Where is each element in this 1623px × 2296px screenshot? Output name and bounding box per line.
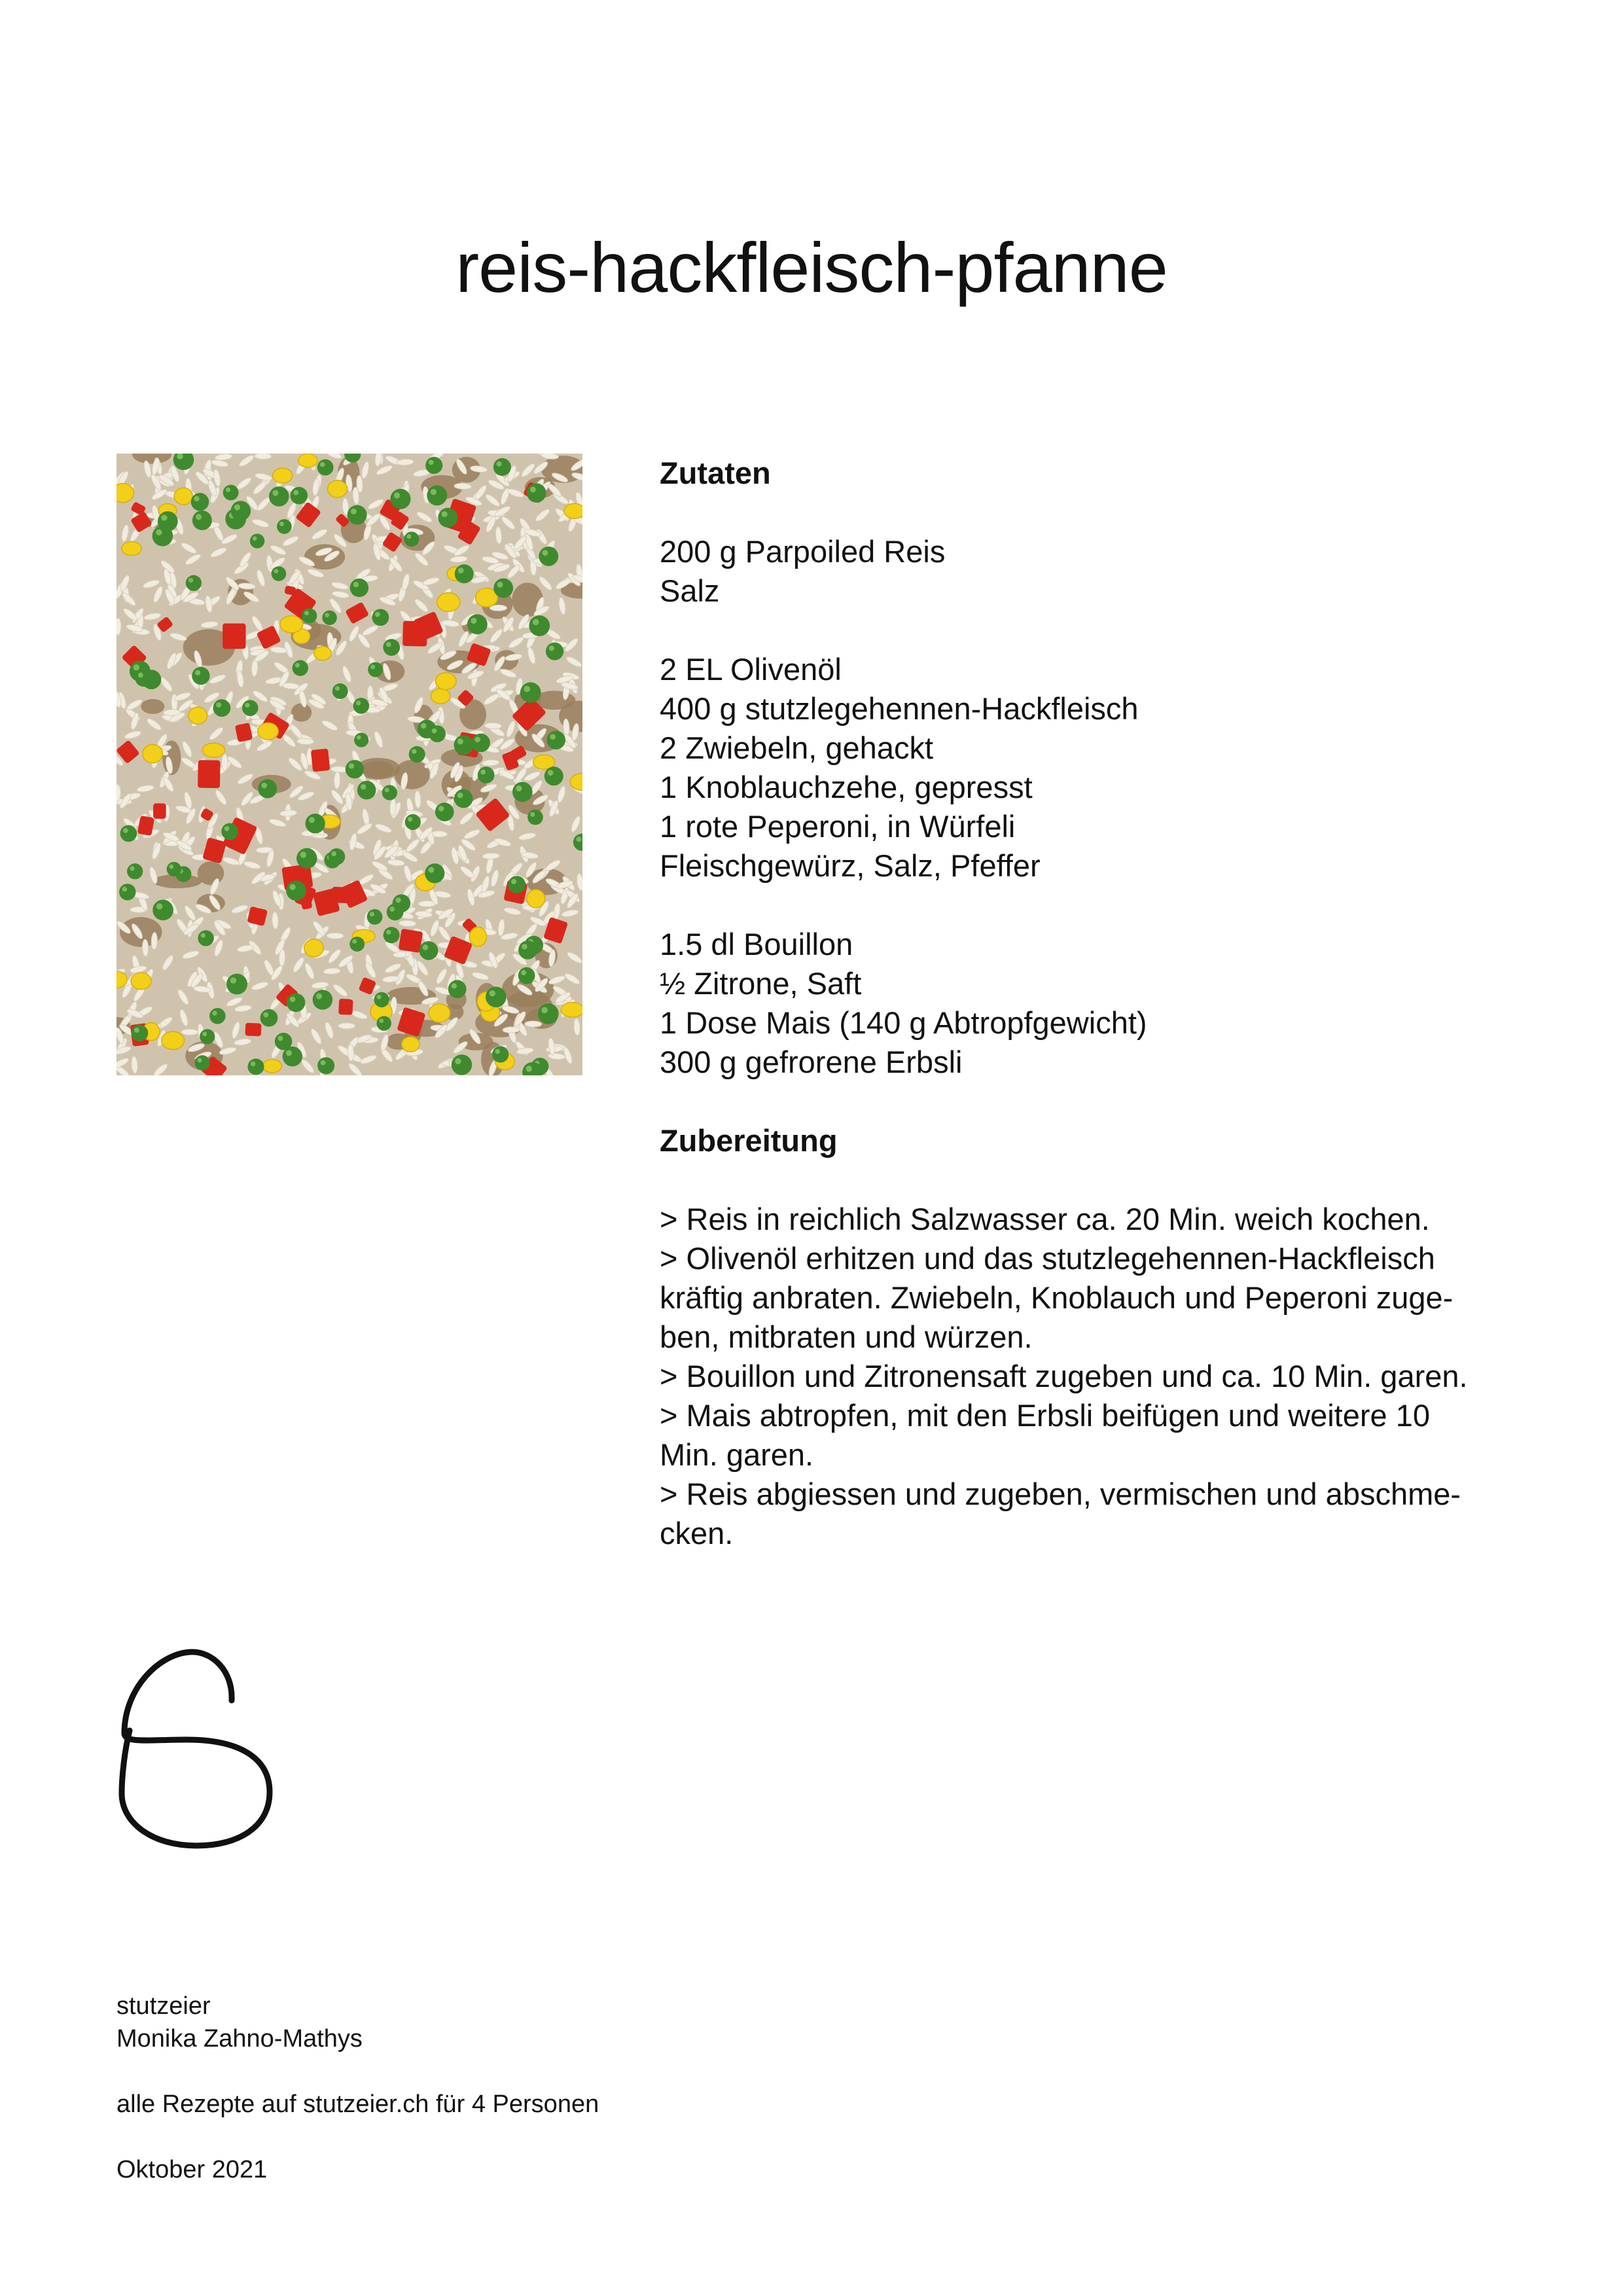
pea (493, 458, 511, 476)
pea (357, 781, 376, 800)
pea (527, 810, 543, 825)
preparation-line: > Bouillon und Zitronensaft zugeben und ca. 10 Min. garen. (660, 1359, 1468, 1393)
pea (448, 980, 467, 998)
pepper-piece (399, 929, 423, 953)
pea (455, 564, 474, 583)
pea (329, 848, 345, 865)
pea (478, 766, 495, 783)
ingredient-item: 1 Knoblauchzehe, gepresst (660, 770, 1033, 804)
pea-highlight (263, 1013, 268, 1018)
pea-highlight (530, 812, 535, 817)
pea (198, 930, 213, 946)
pea (286, 880, 306, 901)
pea-highlight (156, 529, 162, 535)
pea (520, 682, 541, 703)
rice-grain (181, 1029, 198, 1035)
pea (195, 1055, 210, 1070)
pea-highlight (198, 1058, 202, 1062)
rice-grain (116, 785, 120, 802)
pea (493, 579, 513, 598)
pea-highlight (386, 642, 391, 647)
pea (350, 579, 368, 597)
pea (409, 746, 425, 762)
pea (258, 780, 277, 798)
pea-highlight (335, 686, 340, 691)
recipes-note: alle Rezepte auf stutzeier.ch für 4 Personen (116, 2090, 599, 2118)
publication-date: Oktober 2021 (116, 2156, 268, 2183)
pea-highlight (533, 619, 539, 626)
pea (546, 643, 563, 660)
ingredient-item: 1 Dose Mais (140 g Abtropfgewicht) (660, 1005, 1147, 1040)
pea-highlight (123, 828, 128, 833)
pea (425, 863, 444, 883)
pea (539, 547, 558, 566)
footer (116, 1990, 599, 2186)
pea-highlight (130, 866, 134, 870)
pea (306, 814, 325, 833)
pea-highlight (321, 1060, 326, 1066)
pea (296, 848, 317, 869)
corn-kernel (131, 973, 151, 990)
pea-highlight (253, 536, 257, 541)
pea (508, 876, 526, 893)
preparation-line: cken. (660, 1516, 734, 1551)
pea-highlight (386, 930, 391, 935)
pea (454, 789, 473, 808)
pea-highlight (497, 461, 502, 467)
pea (322, 611, 336, 625)
ingredient-item: 2 EL Olivenöl (660, 652, 842, 687)
recipe-content (660, 454, 1524, 1553)
pea (348, 505, 367, 525)
pea-highlight (261, 783, 267, 789)
pea-highlight (379, 1018, 383, 1023)
dish-photo (116, 454, 582, 1075)
rice-grain (222, 754, 228, 771)
pea (425, 457, 442, 474)
pea-highlight (471, 618, 476, 624)
rice-grain (116, 618, 121, 635)
pea-highlight (188, 578, 193, 583)
pea-highlight (122, 887, 128, 892)
pea (213, 699, 231, 717)
pea (376, 1016, 391, 1030)
rice-grain (142, 939, 149, 956)
pepper-piece (153, 803, 166, 819)
pea-highlight (356, 700, 361, 705)
pea (332, 683, 348, 699)
corn-kernel (116, 484, 134, 503)
pea (372, 609, 389, 626)
brand-name: stutzeier (116, 1992, 211, 2020)
pea-highlight (316, 994, 322, 999)
pea (471, 734, 490, 752)
corn-kernel (402, 1037, 419, 1052)
corn-kernel (143, 744, 163, 762)
pea-highlight (408, 817, 412, 821)
pepper-piece (223, 624, 245, 649)
pea-highlight (526, 1066, 532, 1071)
corn-kernel (298, 454, 317, 467)
stutzeier-logo-icon (115, 1647, 276, 1851)
pea-highlight (549, 645, 554, 651)
pepper-piece (245, 1023, 261, 1037)
ingredient-item: Salz (660, 573, 720, 608)
pea (260, 1009, 278, 1027)
pea-highlight (234, 505, 240, 511)
corn-kernel (273, 468, 293, 483)
pea-highlight (457, 738, 463, 744)
pea (438, 508, 457, 528)
pea (518, 967, 535, 984)
pea-highlight (361, 784, 366, 790)
pea-highlight (412, 749, 417, 754)
ingredients-heading: Zutaten (660, 456, 771, 490)
pea (544, 766, 563, 785)
pea-highlight (428, 867, 434, 872)
preparation-steps (660, 1200, 1524, 1553)
pea (269, 486, 289, 507)
pea-highlight (300, 852, 306, 857)
pea (529, 615, 550, 636)
meat-crumb (141, 699, 164, 714)
pea (404, 531, 419, 547)
pea-highlight (458, 567, 464, 573)
corn-kernel (564, 503, 582, 518)
pea-highlight (293, 490, 298, 495)
pea (435, 802, 454, 821)
corn-kernel (429, 1004, 450, 1022)
pea (247, 1058, 264, 1075)
pea (353, 698, 369, 713)
pea-highlight (245, 703, 249, 708)
pea-highlight (490, 990, 495, 996)
pea-highlight (272, 490, 278, 496)
corn-kernel (431, 689, 450, 704)
pea-highlight (548, 770, 554, 776)
pea (454, 735, 474, 755)
meat-crumb (291, 703, 312, 721)
pea (167, 862, 181, 876)
pea (120, 825, 137, 842)
pea-highlight (524, 686, 529, 692)
pea (242, 700, 259, 716)
ingredient-item: 1.5 dl Bouillon (660, 927, 853, 961)
pea (192, 667, 209, 685)
pea-highlight (309, 817, 315, 823)
pea-highlight (320, 462, 325, 467)
pea-highlight (442, 511, 448, 517)
pea (382, 785, 397, 800)
pea-highlight (541, 1007, 548, 1014)
ingredient-item: 200 g Parpoiled Reis (660, 534, 946, 569)
corn-kernel (202, 743, 224, 757)
pea (349, 937, 365, 952)
ingredient-item: 300 g gefrorene Erbsli (660, 1045, 963, 1079)
pea-highlight (495, 1049, 500, 1054)
pea-highlight (325, 613, 329, 618)
pea-highlight (395, 897, 401, 903)
pea-highlight (521, 970, 526, 975)
corn-kernel (328, 480, 348, 497)
pea-highlight (349, 763, 355, 769)
pea (226, 974, 247, 995)
pea-highlight (452, 983, 457, 988)
pea-highlight (457, 793, 463, 798)
pea-highlight (530, 487, 536, 493)
ingredient-item: ½ Zitrone, Saft (660, 966, 862, 1001)
preparation-line: kräftig anbraten. Zwiebeln, Knoblauch und Peperoni zuge- (660, 1280, 1454, 1315)
pea-highlight (274, 569, 279, 573)
pea (209, 1008, 226, 1024)
ingredient-group-2 (660, 650, 1524, 886)
rice-grain (338, 1023, 355, 1029)
pea-highlight (156, 903, 162, 909)
pea (250, 533, 264, 548)
pea-highlight (576, 836, 581, 842)
corn-kernel (561, 1003, 582, 1018)
pea (152, 900, 173, 921)
pea-highlight (351, 509, 357, 514)
page-title: reis-hackfleisch-pfanne (455, 228, 1168, 307)
pea (275, 1033, 293, 1050)
pea (272, 566, 287, 581)
pea-highlight (543, 550, 548, 556)
pea (383, 639, 400, 656)
pea-highlight (304, 611, 309, 615)
pepper-piece (338, 999, 353, 1015)
pea (127, 863, 143, 879)
pea (158, 511, 178, 531)
preparation-line: > Reis in reichlich Salzwasser ca. 20 Min. weich kochen. (660, 1202, 1430, 1236)
pea (186, 575, 202, 591)
pea (492, 1046, 508, 1062)
pea (367, 909, 383, 925)
pea (132, 1025, 149, 1042)
pea (518, 941, 537, 960)
pea-highlight (423, 944, 429, 950)
preparation-line: > Olivenöl erhitzen und das stutzlegehennen-Hackfleisch (660, 1241, 1435, 1276)
pea-highlight (331, 852, 336, 857)
pea (527, 483, 546, 503)
pea-highlight (196, 514, 202, 520)
ingredient-group-1 (660, 532, 1524, 611)
pea (192, 511, 212, 530)
pea (302, 608, 317, 623)
pea-highlight (277, 1035, 283, 1041)
pea-highlight (295, 663, 300, 668)
rice-dish-image (116, 454, 582, 1075)
pea (512, 782, 533, 802)
pea-highlight (226, 488, 230, 492)
pea (291, 487, 308, 505)
rice-grain (525, 1021, 542, 1027)
meat-crumb (395, 760, 430, 789)
pea (200, 1029, 215, 1044)
pepper-piece (311, 749, 330, 772)
pea-highlight (377, 995, 382, 999)
ingredient-item: 400 g stutzlegehennen-Hackfleisch (660, 691, 1139, 726)
pea-highlight (480, 770, 486, 775)
pea-highlight (438, 806, 444, 812)
pea-highlight (474, 737, 480, 743)
corn-kernel (280, 616, 303, 633)
pea (374, 992, 389, 1007)
pea-highlight (375, 612, 380, 617)
corn-kernel (188, 707, 207, 724)
meat-crumb (198, 861, 224, 885)
pea-highlight (550, 734, 556, 740)
pea-highlight (429, 460, 434, 465)
pea (231, 501, 251, 520)
preparation-line: ben, mitbraten und würzen. (660, 1319, 1033, 1354)
pea-highlight (230, 977, 237, 984)
pea (387, 904, 404, 921)
pea-highlight (201, 933, 205, 938)
pea (368, 662, 383, 677)
pea (287, 994, 306, 1013)
ingredient-group-3 (660, 925, 1524, 1082)
pea (221, 823, 238, 840)
corn-kernel (437, 593, 459, 612)
corn-kernel (314, 647, 332, 660)
pea-highlight (169, 865, 174, 869)
rice-grain (255, 454, 272, 459)
pea-highlight (353, 582, 359, 588)
pea-highlight (352, 939, 357, 944)
pea-highlight (138, 673, 143, 678)
pea (223, 485, 239, 501)
pea (317, 459, 334, 476)
pea (405, 814, 421, 830)
pea-highlight (202, 1031, 207, 1036)
pea-highlight (370, 912, 374, 916)
pea-highlight (357, 735, 361, 740)
pea-highlight (134, 1028, 139, 1033)
corn-kernel (527, 889, 545, 908)
rice-grain (327, 933, 344, 939)
pea-highlight (522, 944, 527, 950)
pea (191, 493, 209, 511)
pea-highlight (279, 522, 284, 526)
pepper-piece (198, 760, 221, 788)
pea (135, 670, 152, 687)
rice-grain (164, 709, 181, 716)
pea (390, 489, 410, 509)
pea-highlight (516, 785, 522, 791)
pea (452, 1054, 472, 1075)
author-name: Monika Zahno-Mathys (116, 2025, 363, 2053)
corn-kernel (122, 542, 141, 556)
pea (467, 614, 488, 634)
corn-kernel (304, 939, 323, 957)
pea-highlight (290, 884, 296, 890)
pea-highlight (195, 670, 200, 675)
pea (538, 1003, 559, 1024)
pea-highlight (431, 489, 437, 495)
pea-highlight (216, 702, 221, 708)
pea-highlight (224, 826, 230, 831)
pea (427, 486, 447, 506)
pea (346, 760, 364, 778)
pea-highlight (432, 728, 437, 734)
rice-grain (503, 1027, 520, 1033)
corn-kernel (258, 723, 278, 740)
pea (119, 884, 135, 900)
pea-highlight (497, 582, 503, 588)
pea-highlight (134, 664, 140, 671)
pea (317, 1057, 334, 1074)
preparation-line: > Mais abtropfen, mit den Erbsli beifügen und weitere 10 (660, 1398, 1430, 1433)
pea (429, 725, 446, 742)
pea (486, 987, 507, 1008)
pea-highlight (212, 1011, 217, 1015)
preparation-heading: Zubereitung (660, 1123, 838, 1158)
corn-kernel (435, 673, 456, 690)
pea (546, 730, 565, 749)
pea-highlight (394, 492, 400, 498)
pea-highlight (286, 1050, 292, 1056)
corn-kernel (469, 927, 486, 946)
pea (293, 660, 308, 676)
pea-highlight (389, 906, 395, 912)
pea-highlight (251, 1062, 256, 1067)
ingredient-item: 1 rote Peperoni, in Würfeli (660, 809, 1016, 844)
pea-highlight (161, 514, 167, 520)
preparation-line: > Reis abgiessen und zugeben, vermischen und abschme- (660, 1477, 1461, 1511)
rice-grain (297, 738, 314, 745)
pea (419, 941, 438, 960)
corn-kernel (262, 1060, 282, 1073)
pea (383, 927, 400, 943)
pea-highlight (421, 723, 427, 729)
pea-highlight (455, 1058, 461, 1064)
pea-highlight (385, 787, 389, 792)
pea-highlight (406, 534, 411, 539)
pea (277, 519, 292, 534)
pea-highlight (194, 496, 200, 501)
pea-highlight (290, 997, 296, 1003)
ingredient-item: 2 Zwiebeln, gehackt (660, 730, 934, 765)
pea (354, 733, 368, 747)
corn-kernel (162, 1031, 185, 1050)
ingredient-item: Fleischgewürz, Salz, Pfeffer (660, 848, 1041, 883)
pea-highlight (511, 879, 516, 884)
corn-kernel (174, 488, 192, 505)
pea (313, 990, 332, 1009)
preparation-line: Min. garen. (660, 1437, 814, 1472)
pea-highlight (370, 665, 375, 670)
